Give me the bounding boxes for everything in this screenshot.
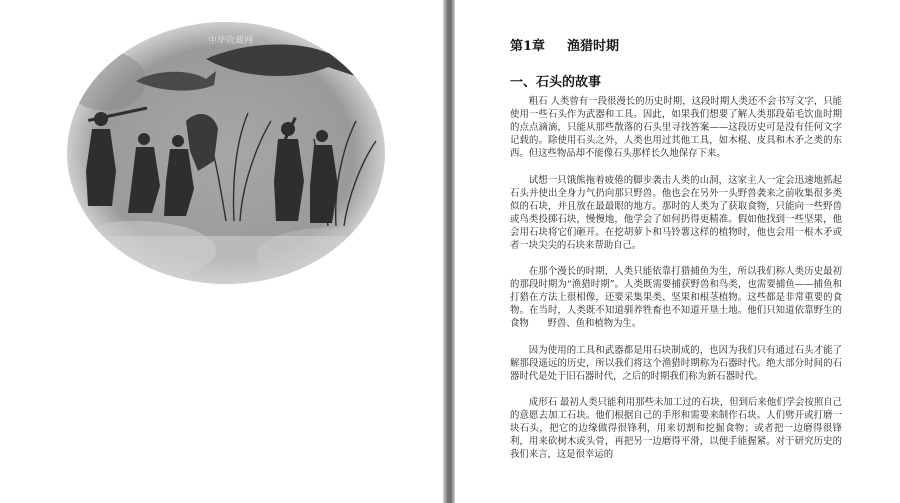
chapter-number: 第1章 [510,39,546,54]
watermark-text: 中华收藏网 [208,36,254,46]
right-page [455,0,900,503]
cave-painting-illustration [66,21,386,286]
paragraph: 因为使用的工具和武器都是用石块制成的，也因为我们只有通过石头才能了解那段遥远的历史，所以我们将这个渔猎时期称为石器时代。绝大部分时间的石器时代是处于旧石器时代，之后的时期我们称为新石器时代。 [510,344,842,382]
left-page [0,0,443,503]
chapter-title: 渔猎时期 [567,39,620,54]
body-text [510,95,842,475]
paragraph: 试想一只饿熊拖着疲倦的脚步袭击人类的山洞，这家主人一定会迅速地抓起石头并使出全身力气扔向那只野兽。他也会在另外一头野兽袭来之前收集很多类似的石块，并且放在最最眼的地方。那时的人类为了获取食物，只能向一些野兽或鸟类投掷石块，慢慢地，他学会了如何扔得更精准。假如他找到一些坚果，他会用石块将它们砸开。在挖胡萝卜和马铃薯这样的植物时，他也会用一根木矛或者一块尖尖的石块来帮助自己。 [510,174,842,251]
section-title: 一、石头的故事 [510,75,602,90]
paragraph: 粗石 人类曾有一段很漫长的历史时期，这段时期人类还不会书写文字，只能使用一些石头作为武器和工具。因此，如果我们想要了解人类那段茹毛饮血时期的点点滴滴，只能从那些散落的石头里寻找答案——这段历史可是没有任何文字记载的。除使用石头之外，人类也用过其他工具，如木棍、皮具和木矛之类的东西。但这些物品却不能像石头那样长久地保存下来。 [510,96,842,159]
book-gutter [443,0,455,503]
paragraph: 在那个漫长的时期，人类只能依靠打猎捕鱼为生，所以我们称人类历史最初的那段时期为“渔猎时期”。人类既需要捕获野兽和鸟类，也需要捕鱼——捕鱼和打猎在方法上很相像，还要采集果类、坚果和根茎植物。这些都是非常重要的食物。在当时，人类既不知道驯养牲畜也不知道开垦土地。他们只知道依靠野生的食物 野兽、鱼和植物为生。 [510,266,842,329]
chapter-heading [510,35,619,54]
paragraph: 成形石 最初人类只能利用那些未加工过的石块，但到后来他们学会按照自己的意愿去加工石块。他们根据自己的手形和需要来制作石块。人们劈开或打磨一块石头，把它的边缘做得很锋利，用来切割和挖掘食物；或者把一边磨得很锋利，用来砍树木或头骨，再把另一边磨得平滑，以便手能握紧。对于研究历史的我们来言，这是很幸运的 [510,397,842,460]
